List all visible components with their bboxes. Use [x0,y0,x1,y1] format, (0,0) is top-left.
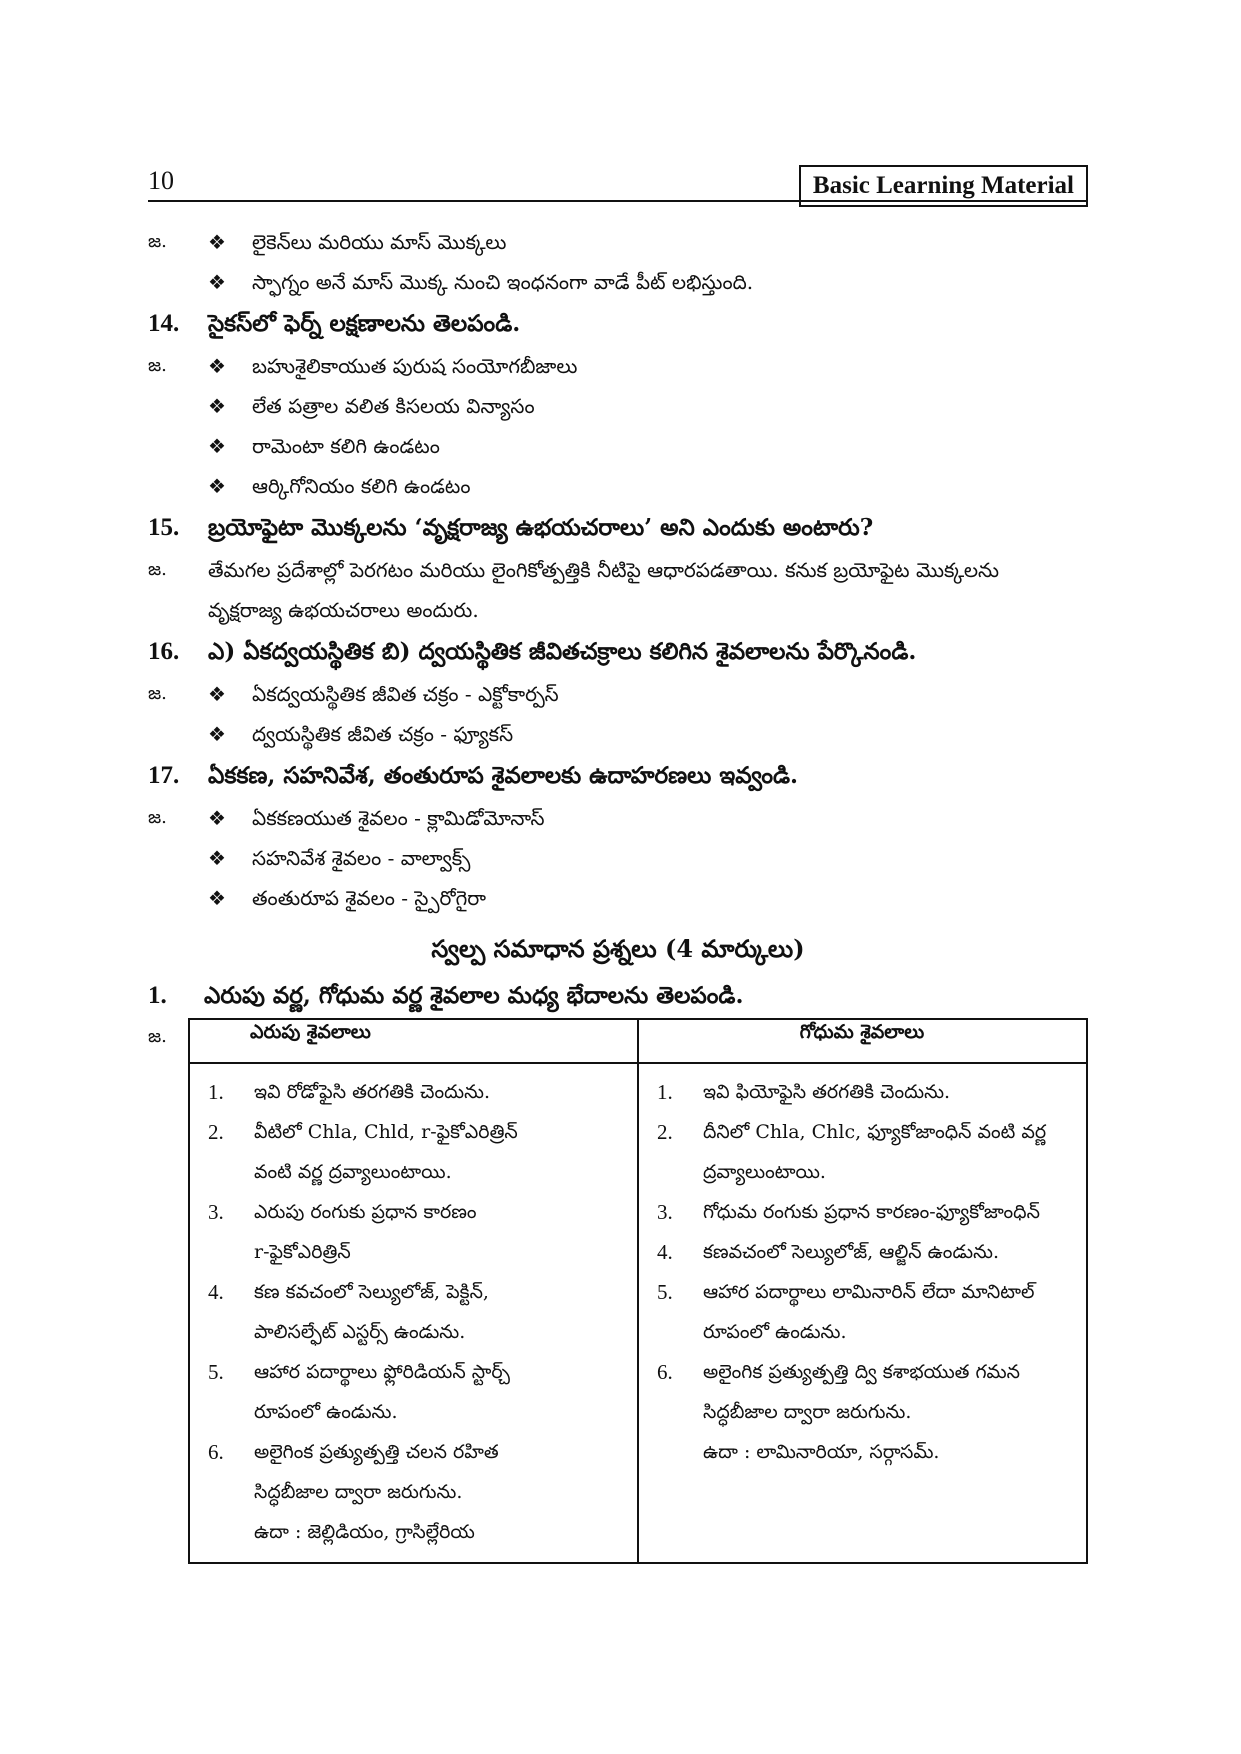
question-number: 14. [148,310,180,337]
question-text: ఎ) ఏకద్వయస్థితిక బి) ద్వయస్థితిక జీవితచక్రాలు కలిగిన శైవలాలను పేర్కొనండి. [208,638,917,665]
item-line: రూపంలో ఉండును. [703,1321,847,1343]
item-number: 6. [657,1360,673,1384]
item-line: వీటిలో Chla, Chld, r-ఫైకోఎరిత్రిన్ [254,1121,518,1143]
item-line: ఇవి ఫియోఫైసి తరగతికి చెందును. [703,1081,951,1103]
item-number: 5. [208,1360,224,1384]
item-number: 2. [208,1120,224,1144]
question-text: ఎరుపు వర్ణ, గోధుమ వర్ణ శైవలాల మధ్య భేదాలను తెలపండి. [204,982,744,1009]
question-number: 1. [148,982,167,1009]
diamond-bullet-icon: ❖ [208,354,226,378]
question-number: 16. [148,638,180,665]
diamond-bullet-icon: ❖ [208,722,226,746]
answer-row [148,346,1088,386]
red-algae-column [189,1063,638,1563]
item-number: 2. [657,1120,673,1144]
item-line: కణవచంలో సెల్యులోజ్, ఆల్జిన్ ఉండును. [703,1241,1000,1263]
item-number: 4. [208,1280,224,1304]
page-header [148,160,1088,204]
answer-row [148,798,1088,838]
bullet-text: రామెంటా కలిగి ఉండటం [252,434,440,458]
item-line: అలైంగిక ప్రత్యుత్పత్తి ద్వి కశాభయుత గమన [703,1361,1020,1383]
diamond-bullet-icon: ❖ [208,270,226,294]
header-red-algae: ఎరుపు శైవలాలు [189,1019,638,1063]
item-line: ఆహార పదార్థాలు ఫ్లోరిడియన్ స్టార్చ్ [254,1361,510,1383]
item-number: 5. [657,1280,673,1304]
bullet-text: ఆర్కిగోనియం కలిగి ఉండటం [252,474,471,498]
item-line: దీనిలో Chla, Chlc, ఫ్యూకోజాంధిన్ వంటి వర్ణ [703,1121,1047,1143]
answer-label: జ. [148,355,167,376]
book-title-box: Basic Learning Material [799,165,1088,207]
answer-row [148,714,1088,754]
question-17 [148,754,1088,798]
bullet-text: ద్వయస్థితిక జీవిత చక్రం - ఫ్యూకస్ [252,722,514,746]
bullet-text: లైకెన్‌లు మరియు మాస్ మొక్కలు [252,230,507,254]
answer-label: జ. [148,231,167,252]
question-number: 15. [148,514,180,541]
bullet-text: బహుశైలికాయుత పురుష సంయోగబీజాలు [252,354,578,378]
item-line: ఎరుపు రంగుకు ప్రధాన కారణం [254,1201,477,1223]
item-line: రూపంలో ఉండును. [254,1401,398,1423]
question-text: ఏకకణ, సహనివేశ, తంతురూప శైవలాలకు ఉదాహరణలు ఇవ్వండి. [208,762,799,789]
item-line: పాలిసల్ఫేట్ ఎస్టర్స్ ఉండును. [254,1321,466,1343]
diamond-bullet-icon: ❖ [208,434,226,458]
header-brown-algae: గోధుమ శైవలాలు [638,1019,1087,1063]
item-line: ఉదా : జెల్లిడియం, గ్రాసిల్లేరియ [254,1521,475,1543]
diamond-bullet-icon: ❖ [208,846,226,870]
item-line: ద్రవ్యాలుంటాయి. [703,1161,826,1183]
item-number: 1. [208,1080,224,1104]
item-number: 4. [657,1240,673,1264]
item-line: ఉదా : లామినారియా, సర్గాసమ్. [703,1441,940,1463]
diamond-bullet-icon: ❖ [208,230,226,254]
item-line: అలైగింక ప్రత్యుత్పత్తి చలన రహిత [254,1441,499,1463]
diamond-bullet-icon: ❖ [208,394,226,418]
short-question-1 [148,974,1088,1018]
item-line: గోధుమ రంగుకు ప్రధాన కారణం-ఫ్యూకోజాంధిన్ [703,1201,1040,1223]
answer-row [148,222,1088,262]
question-text: బ్రయోఫైటా మొక్కలను ‘వృక్షరాజ్య ఉభయచరాలు’ అని ఎందుకు అంటారు? [208,514,874,541]
answer-row [148,674,1088,714]
item-number: 6. [208,1440,224,1464]
comparison-table [188,1018,1088,1564]
brown-algae-column [638,1063,1087,1563]
table-item [639,1352,1086,1472]
answer-label: జ. [148,807,167,828]
bullet-text: ఏకద్వయస్థితిక జీవిత చక్రం - ఎక్టోకార్పస్ [252,682,559,706]
table-body-row [189,1063,1087,1563]
answer-row [148,262,1088,302]
item-line: సిద్ధబీజాల ద్వారా జరుగును. [703,1401,912,1423]
content [148,222,1088,1543]
answer-row [148,838,1088,878]
answer-row [148,386,1088,426]
answer-label: జ. [148,559,167,580]
item-line: ఇవి రోడోఫైసి తరగతికి చెందును. [254,1081,491,1103]
table-item [639,1232,1086,1272]
answer-label: జ. [148,683,167,704]
section-heading: స్వల్ప సమాధాన ప్రశ్నలు (4 మార్కులు) [431,934,805,963]
comparison-table-wrap [148,1018,1088,1543]
item-line: వంటి వర్ణ ద్రవ్యాలుంటాయి. [254,1161,452,1183]
diamond-bullet-icon: ❖ [208,682,226,706]
answer-label: జ. [148,1026,167,1047]
question-15 [148,506,1088,550]
diamond-bullet-icon: ❖ [208,886,226,910]
table-item [639,1192,1086,1232]
item-number: 3. [208,1200,224,1224]
answer-text: తేమగల ప్రదేశాల్లో పెరగటం మరియు లైంగికోత్పత్తికి నీటిపై ఆధారపడతాయి. కనుక బ్రయోఫైట మొక్కలను [208,558,999,582]
table-item [639,1112,1086,1192]
table-item [190,1352,637,1432]
question-14 [148,302,1088,346]
item-line: సిద్ధబీజాల ద్వారా జరుగును. [254,1481,463,1503]
item-line: కణ కవచంలో సెల్యులోజ్, పెక్టిన్, [254,1281,489,1303]
question-number: 17. [148,762,180,789]
page-number: 10 [148,166,174,195]
answer-text: వృక్షరాజ్య ఉభయచరాలు అందురు. [208,598,479,622]
answer-row [148,426,1088,466]
diamond-bullet-icon: ❖ [208,806,226,830]
table-item [190,1432,637,1552]
bullet-text: ఏకకణయుత శైవలం - క్లామిడోమోనాస్ [252,806,545,830]
table-header-row [189,1019,1087,1063]
header-rule [148,200,1088,202]
bullet-text: తంతురూప శైవలం - స్పైరోగైరా [252,886,486,910]
table-item [190,1072,637,1112]
table-item [190,1112,637,1192]
item-line: r-ఫైకోఎరిత్రిన్ [254,1241,351,1263]
table-item [190,1192,637,1272]
answer-row [148,878,1088,918]
question-16 [148,630,1088,674]
answer-row [148,466,1088,506]
bullet-text: స్ఫాగ్నం అనే మాస్ మొక్క నుంచి ఇంధనంగా వాడే పీట్ లభిస్తుంది. [252,270,754,294]
answer-row [148,550,1088,590]
question-text: సైకస్‌లో ఫెర్న్ లక్షణాలను తెలపండి. [208,310,521,337]
item-line: ఆహార పదార్థాలు లామినారిన్ లేదా మానిటాల్ [703,1281,1035,1303]
table-item [639,1272,1086,1352]
bullet-text: సహనివేశ శైవలం - వాల్వాక్స్ [252,846,471,870]
bullet-text: లేత పత్రాల వలిత కిసలయ విన్యాసం [252,394,535,418]
answer-row [148,590,1088,630]
item-number: 3. [657,1200,673,1224]
diamond-bullet-icon: ❖ [208,474,226,498]
table-item [639,1072,1086,1112]
item-number: 1. [657,1080,673,1104]
table-item [190,1272,637,1352]
